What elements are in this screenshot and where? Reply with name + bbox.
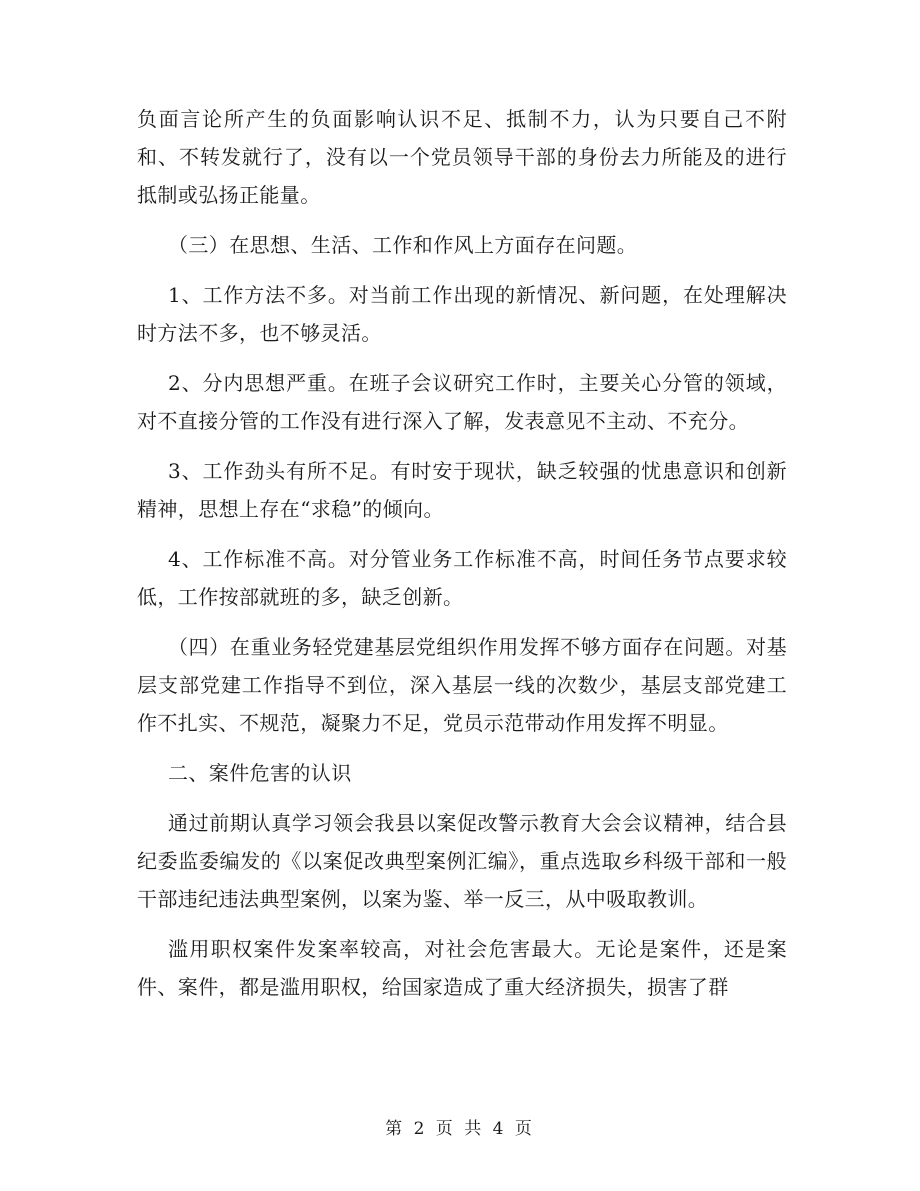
page-number-footer: 第 2 页 共 4 页 bbox=[385, 1119, 535, 1139]
paragraph-item-2: 2、分内思想严重。在班子会议研究工作时，主要关心分管的领域，对不直接分管的工作没有进行深入了解，发表意见不主动、不充分。 bbox=[137, 371, 787, 433]
paragraph-study: 通过前期认真学习领会我县以案促改警示教育大会会议精神，结合县纪委监委编发的《以案促改典型案例汇编》，重点选取乡科级干部和一般干部违纪违法典型案例，以案为鉴、举一反三，从中吸取教训。 bbox=[137, 811, 787, 911]
paragraph-section-4: （四）在重业务轻党建基层党组织作用发挥不够方面存在问题。对基层支部党建工作指导不到位，深入基层一线的次数少，基层支部党建工作不扎实、不规范，凝聚力不足，党员示范带动作用发挥不明显。 bbox=[137, 635, 787, 735]
paragraph-item-1: 1、工作方法不多。对当前工作出现的新情况、新问题，在处理解决时方法不多，也不够灵活。 bbox=[137, 283, 787, 345]
paragraph-section-3-heading: （三）在思想、生活、工作和作风上方面存在问题。 bbox=[168, 233, 638, 257]
paragraph-heading-2: 二、案件危害的认识 bbox=[168, 761, 352, 785]
paragraph-item-4: 4、工作标准不高。对分管业务工作标准不高，时间任务节点要求较低，工作按部就班的多，缺乏创新。 bbox=[137, 547, 787, 609]
body-text bbox=[137, 100, 787, 1018]
paragraph-item-3: 3、工作劲头有所不足。有时安于现状，缺乏较强的忧患意识和创新精神，思想上存在“求稳”的倾向。 bbox=[137, 459, 787, 521]
paragraph-abuse-of-power: 滥用职权案件发案率较高，对社会危害最大。无论是案件，还是案件、案件，都是滥用职权，给国家造成了重大经济损失，损害了群 bbox=[137, 937, 787, 999]
paragraph-continuation: 负面言论所产生的负面影响认识不足、抵制不力，认为只要自己不附和、不转发就行了，没有以一个党员领导干部的身份去力所能及的进行抵制或弘扬正能量。 bbox=[137, 107, 787, 207]
